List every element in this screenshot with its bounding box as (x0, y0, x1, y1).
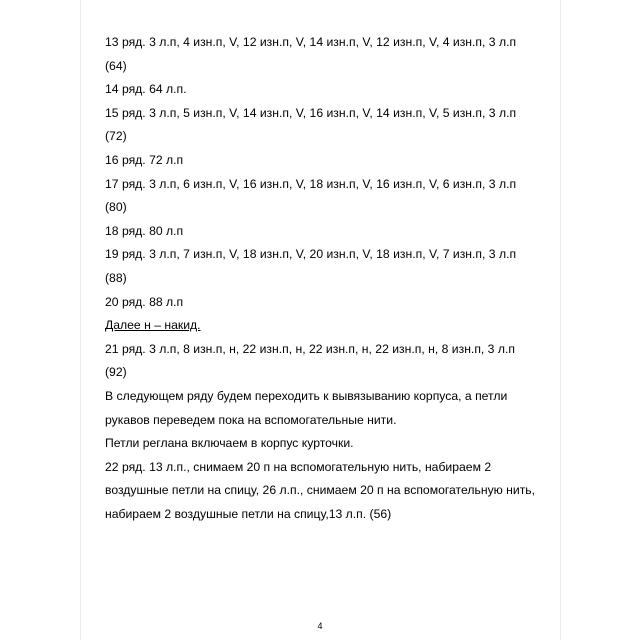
row-19-count: (88) (105, 270, 127, 285)
row-15-line: 15 ряд. 3 л.п, 5 изн.п, V, 14 изн.п, V, 16 изн.п, V, 14 изн.п, V, 5 изн.п, 3 л.п (105, 105, 517, 120)
raglan-note: Петли реглана включаем в корпус курточки. (105, 436, 354, 451)
row-17-count: (80) (105, 200, 127, 215)
page-number: 4 (317, 621, 323, 631)
row-18-line: 18 ряд. 80 л.п (105, 223, 184, 238)
page-right-edge (560, 0, 561, 640)
row-17-line: 17 ряд. 3 л.п, 6 изн.п, V, 16 изн.п, V, 18 изн.п, V, 16 изн.п, V, 6 изн.п, 3 л.п (105, 176, 517, 191)
row-15-count: (72) (105, 129, 127, 144)
row-20-line: 20 ряд. 88 л.п (105, 294, 184, 309)
body-instruction-line-1: В следующем ряду будем переходить к вывязыванию корпуса, а петли (105, 388, 508, 403)
row-19-line: 19 ряд. 3 л.п, 7 изн.п, V, 18 изн.п, V, 20 изн.п, V, 18 изн.п, V, 7 изн.п, 3 л.п (105, 247, 517, 262)
yarn-over-note (105, 314, 545, 338)
body-instruction-line-2: рукавов переведем пока на вспомогательные нити. (105, 412, 397, 427)
row-16-line: 16 ряд. 72 л.п (105, 152, 184, 167)
row-14-line: 14 ряд. 64 л.п. (105, 82, 187, 97)
row-13-count: (64) (105, 58, 127, 73)
pattern-text (105, 31, 545, 526)
row-21-line: 21 ряд. 3 л.п, 8 изн.п, н, 22 изн.п, н, 22 изн.п, н, 22 изн.п, н, 8 изн.п, 3 л.п (105, 341, 515, 356)
row-22-line-2: воздушные петли на спицу, 26 л.п., снимаем 20 п на вспомогательную нить, (105, 483, 536, 498)
yarn-over-note-text: Далее н – накид. (105, 318, 201, 333)
row-22-line-1: 22 ряд. 13 л.п., снимаем 20 п на вспомогательную нить, набираем 2 (105, 459, 492, 474)
row-13-line: 13 ряд. 3 л.п, 4 изн.п, V, 12 изн.п, V, 14 изн.п, V, 12 изн.п, V, 4 изн.п, 3 л.п (105, 35, 517, 49)
row-21-count: (92) (105, 365, 127, 380)
row-22-line-3: набираем 2 воздушные петли на спицу,13 л.п. (56) (105, 506, 392, 521)
page-left-edge (80, 0, 81, 640)
